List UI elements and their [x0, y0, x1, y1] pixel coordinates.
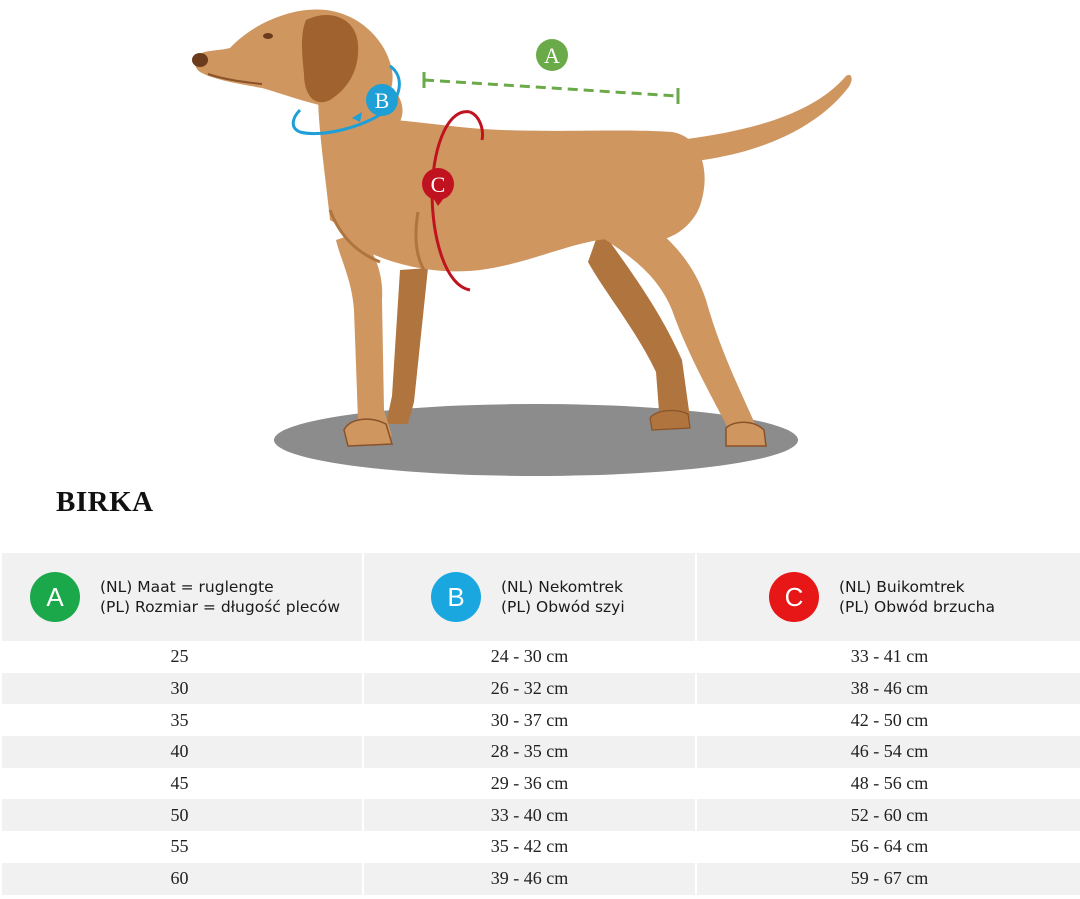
badge-c-icon: C [769, 572, 819, 622]
table-row [2, 799, 1080, 831]
header-label-nl: (NL) Nekomtrek [501, 578, 624, 596]
neck-cell: 28 - 35 cm [364, 736, 695, 768]
neck-cell: 29 - 36 cm [364, 768, 695, 800]
size-cell: 45 [2, 768, 362, 800]
neck-cell: 35 - 42 cm [364, 831, 695, 863]
size-cell: 30 [2, 673, 362, 705]
belly-cell: 46 - 54 cm [697, 736, 1080, 768]
belly-cell: 52 - 60 cm [697, 799, 1080, 831]
header-label-pl: (PL) Obwód brzucha [839, 598, 995, 616]
size-cell: 60 [2, 863, 362, 895]
header-neck [364, 553, 695, 641]
size-cell: 50 [2, 799, 362, 831]
table-row [2, 863, 1080, 895]
table-row [2, 768, 1080, 800]
badge-a-icon: A [30, 572, 80, 622]
header-label-nl: (NL) Maat = ruglengte [100, 578, 274, 596]
belly-cell: 48 - 56 cm [697, 768, 1080, 800]
dog-figure [192, 9, 852, 446]
size-cell: 55 [2, 831, 362, 863]
header-back-length [2, 553, 362, 641]
neck-cell: 33 - 40 cm [364, 799, 695, 831]
table-header-row [2, 553, 1080, 641]
table-row [2, 641, 1080, 673]
neck-cell: 24 - 30 cm [364, 641, 695, 673]
belly-cell: 56 - 64 cm [697, 831, 1080, 863]
svg-text:C: C [430, 172, 446, 197]
belly-cell: 42 - 50 cm [697, 704, 1080, 736]
measure-a-back-length [424, 39, 678, 104]
table-row [2, 831, 1080, 863]
size-table [0, 553, 1080, 895]
svg-text:A: A [544, 43, 560, 68]
table-row [2, 704, 1080, 736]
header-belly [697, 553, 1080, 641]
header-label-pl: (PL) Rozmiar = długość pleców [100, 598, 341, 616]
belly-cell: 59 - 67 cm [697, 863, 1080, 895]
badge-b-icon: B [431, 572, 481, 622]
table-row [2, 736, 1080, 768]
header-label-nl: (NL) Buikomtrek [839, 578, 965, 596]
size-cell: 35 [2, 704, 362, 736]
neck-cell: 26 - 32 cm [364, 673, 695, 705]
table-row [2, 673, 1080, 705]
neck-cell: 39 - 46 cm [364, 863, 695, 895]
svg-text:B: B [374, 88, 390, 113]
size-cell: 40 [2, 736, 362, 768]
brand-title: BIRKA [56, 486, 154, 518]
size-cell: 25 [2, 641, 362, 673]
belly-cell: 33 - 41 cm [697, 641, 1080, 673]
header-label-pl: (PL) Obwód szyi [501, 598, 625, 616]
neck-cell: 30 - 37 cm [364, 704, 695, 736]
belly-cell: 38 - 46 cm [697, 673, 1080, 705]
